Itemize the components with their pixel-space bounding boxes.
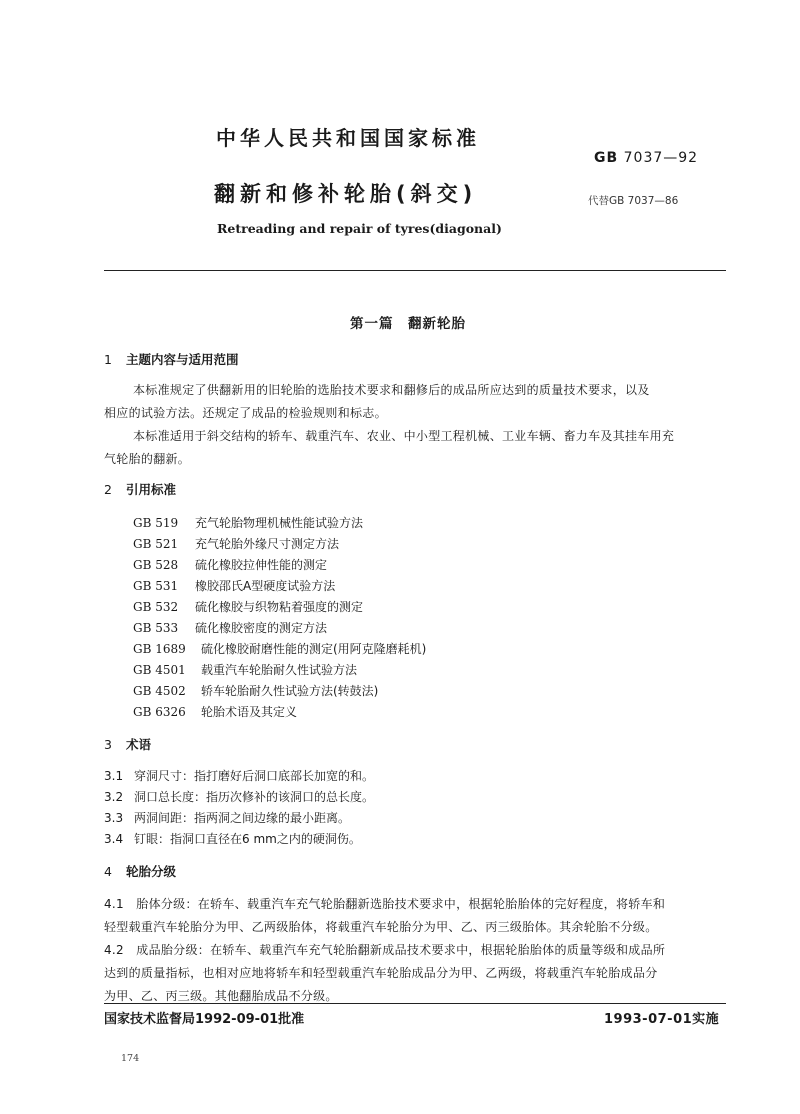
reference-title: 硫化橡胶与织物粘着强度的测定: [195, 600, 364, 614]
reference-title: 硫化橡胶密度的测定方法: [195, 621, 328, 635]
standard-number: [594, 150, 698, 166]
section-3-heading: [104, 735, 151, 753]
term-item: [104, 788, 374, 805]
part-title: 第一篇 翻新轮胎: [350, 316, 466, 332]
term-item: [104, 767, 374, 784]
section-3-title: 术语: [126, 737, 152, 752]
header-divider: [104, 270, 726, 271]
reference-title: 载重汽车轮胎耐久性试验方法: [201, 663, 358, 677]
section-1-paragraph-1-line-2: 相应的试验方法。还规定了成品的检验规则和标志。: [104, 406, 387, 420]
section-1-number: 1: [104, 352, 112, 367]
term-item: [104, 830, 361, 847]
reference-title: 轮胎术语及其定义: [201, 705, 298, 719]
standard-prefix: GB: [594, 150, 619, 166]
reference-title: 轿车轮胎耐久性试验方法(转鼓法): [201, 684, 379, 698]
section-4-paragraph-2-line-2: 达到的质量指标，也相对应地将轿车和轻型载重汽车轮胎成品分为甲、乙两级，将载重汽车轮胎成品分: [104, 966, 658, 980]
reference-item: [133, 577, 335, 594]
reference-code: GB 532: [133, 600, 179, 614]
section-3-number: 3: [104, 737, 112, 752]
reference-item: [133, 598, 363, 615]
implementation-date: 1993-07-01实施: [604, 1012, 720, 1027]
reference-item: [133, 535, 339, 552]
reference-item: [133, 661, 357, 678]
reference-title: 充气轮胎外缘尺寸测定方法: [195, 537, 340, 551]
reference-code: GB 533: [133, 621, 179, 635]
section-2-heading: [104, 480, 176, 498]
section-4-paragraph-2-line-3: 为甲、乙、丙三级。其他翻胎成品不分级。: [104, 989, 338, 1003]
standard-code: 7037—92: [623, 150, 699, 166]
section-4-paragraph-1-line-1: 4.1 胎体分级：在轿车、载重汽车充气轮胎翻新选胎技术要求中，根据轮胎胎体的完好程度，将轿车和: [104, 897, 666, 911]
reference-item: [133, 682, 378, 699]
reference-code: GB 528: [133, 558, 179, 572]
standard-category-title: 中华人民共和国国家标准: [216, 126, 480, 150]
reference-code: GB 521: [133, 537, 179, 551]
section-2-number: 2: [104, 482, 112, 497]
section-4-paragraph-2-line-1: 4.2 成品胎分级：在轿车、载重汽车充气轮胎翻新成品技术要求中，根据轮胎胎体的质量等级和成品所: [104, 943, 666, 957]
term-number: 3.1: [104, 769, 124, 783]
reference-title: 充气轮胎物理机械性能试验方法: [195, 516, 364, 530]
reference-item: [133, 514, 363, 531]
reference-item: [133, 703, 297, 720]
term-definition: 穿洞尺寸：指打磨好后洞口底部长加宽的和。: [134, 769, 375, 783]
document-title: 翻新和修补轮胎(斜交): [214, 182, 478, 206]
term-number: 3.2: [104, 790, 124, 804]
term-definition: 两洞间距：指两洞之间边缘的最小距离。: [134, 811, 351, 825]
section-4-paragraph-1-line-2: 轻型载重汽车轮胎分为甲、乙两级胎体，将载重汽车轮胎分为甲、乙、丙三级胎体。其余轮胎不分级。: [104, 920, 658, 934]
page-number: 174: [121, 1053, 140, 1064]
term-number: 3.4: [104, 832, 124, 846]
section-4-number: 4: [104, 864, 112, 879]
section-1-paragraph-1-line-1: 本标准规定了供翻新用的旧轮胎的选胎技术要求和翻修后的成品所应达到的质量技术要求，以及: [133, 383, 650, 397]
term-item: [104, 809, 350, 826]
reference-code: GB 6326: [133, 705, 186, 719]
section-4-heading: [104, 862, 176, 880]
section-1-title: 主题内容与适用范围: [126, 352, 239, 367]
reference-code: GB 4502: [133, 684, 186, 698]
reference-item: [133, 556, 327, 573]
section-1-heading: [104, 350, 239, 368]
section-1-paragraph-2-line-2: 气轮胎的翻新。: [104, 452, 191, 466]
reference-code: GB 1689: [133, 642, 186, 656]
section-1-paragraph-2-line-1: 本标准适用于斜交结构的轿车、载重汽车、农业、中小型工程机械、工业车辆、畜力车及其挂车用充: [133, 429, 675, 443]
reference-title: 橡胶邵氏A型硬度试验方法: [195, 579, 336, 593]
section-4-title: 轮胎分级: [126, 864, 177, 879]
term-definition: 钉眼：指洞口直径在6 mm之内的硬洞伤。: [134, 832, 361, 846]
approval-note: 国家技术监督局1992-09-01批准: [104, 1012, 305, 1027]
term-number: 3.3: [104, 811, 124, 825]
term-definition: 洞口总长度：指历次修补的该洞口的总长度。: [134, 790, 375, 804]
footer-divider: [104, 1003, 726, 1004]
reference-code: GB 4501: [133, 663, 186, 677]
english-title: Retreading and repair of tyres(diagonal): [217, 221, 502, 236]
reference-code: GB 531: [133, 579, 179, 593]
reference-title: 硫化橡胶拉伸性能的测定: [195, 558, 328, 572]
reference-item: [133, 619, 327, 636]
replaces-note: 代替GB 7037—86: [588, 195, 679, 207]
section-2-title: 引用标准: [126, 482, 177, 497]
reference-title: 硫化橡胶耐磨性能的测定(用阿克隆磨耗机): [201, 642, 427, 656]
reference-code: GB 519: [133, 516, 179, 530]
reference-item: [133, 640, 426, 657]
